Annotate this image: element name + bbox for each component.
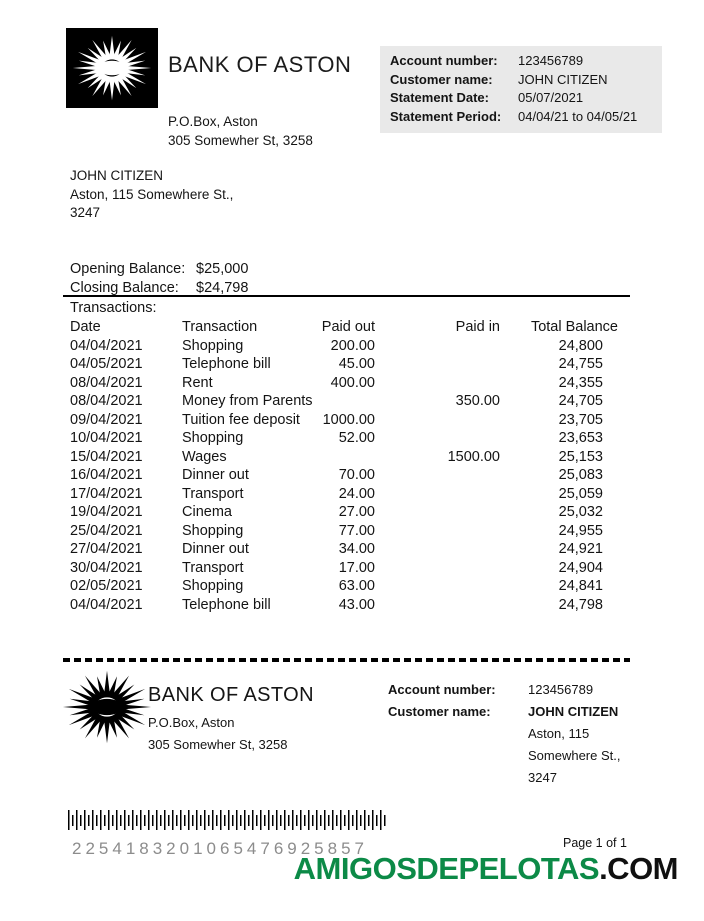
- cell-total-balance: 25,153: [558, 448, 603, 465]
- footer-customer-address-line1: Aston, 115: [528, 726, 590, 741]
- transaction-row: [70, 355, 618, 374]
- cell-transaction: Shopping: [182, 578, 244, 594]
- barcode-number: 2254183201065476925857: [72, 839, 369, 858]
- cell-transaction: Dinner out: [182, 541, 249, 557]
- cell-date: 09/04/2021: [70, 411, 143, 428]
- cell-paid-in: [375, 466, 500, 485]
- cell-transaction: Telephone bill: [182, 356, 271, 372]
- transaction-row: [70, 522, 618, 541]
- cell-paid-in: [375, 503, 500, 522]
- cell-date: 08/04/2021: [70, 374, 143, 391]
- cell-paid-out: 70.00: [338, 467, 375, 483]
- info-row: [390, 53, 652, 70]
- cell-paid-in: 350.00: [455, 393, 500, 409]
- transaction-row: [70, 540, 618, 559]
- cell-date: 30/04/2021: [70, 559, 143, 576]
- info-value: 05/07/2021: [518, 90, 584, 105]
- transaction-row: [70, 374, 618, 393]
- bank-address-line2: 305 Somewher St, 3258: [168, 133, 313, 148]
- info-label: Account number:: [390, 53, 498, 68]
- cell-date: 04/04/2021: [70, 337, 143, 354]
- footer-customer-name-row: [388, 701, 628, 723]
- cell-total-balance: 24,841: [558, 578, 603, 594]
- col-header-paid-out: Paid out: [321, 319, 375, 335]
- transaction-row: [70, 337, 618, 356]
- recipient-address: [70, 167, 233, 223]
- col-header-paid-in: Paid in: [455, 319, 500, 335]
- footer-bank-address-line1: P.O.Box, Aston: [148, 715, 235, 730]
- cell-paid-in: 1500.00: [447, 448, 500, 465]
- cell-paid-in: [375, 355, 500, 374]
- cell-paid-in: [375, 374, 500, 393]
- statement-info-box: [380, 46, 662, 133]
- cell-date: 15/04/2021: [70, 448, 143, 465]
- cell-paid-out: 34.00: [338, 541, 375, 557]
- recipient-address-line2: 3247: [70, 205, 101, 220]
- transaction-row: [70, 466, 618, 485]
- barcode: [68, 810, 386, 830]
- cell-transaction: Shopping: [182, 337, 244, 354]
- balances: [70, 260, 248, 298]
- cell-transaction: Transport: [182, 559, 244, 576]
- footer-bank-logo: [62, 670, 152, 744]
- cell-paid-out: 1000.00: [322, 411, 375, 428]
- cell-paid-out: 63.00: [338, 578, 375, 594]
- footer-account-number-value: 123456789: [528, 682, 594, 697]
- cell-date: 19/04/2021: [70, 504, 143, 520]
- cell-date: 04/04/2021: [70, 596, 143, 613]
- transaction-row: [70, 448, 618, 467]
- cell-paid-in: [375, 540, 500, 559]
- cell-date: 25/04/2021: [70, 522, 143, 539]
- footer-account-info: [388, 679, 628, 789]
- cell-paid-in: [375, 596, 500, 615]
- closing-balance-label: Closing Balance:: [70, 280, 179, 296]
- cell-total-balance: 24,921: [558, 541, 603, 557]
- footer-account-number-row: [388, 679, 628, 701]
- spacer: [388, 745, 528, 767]
- transaction-row: [70, 559, 618, 578]
- cell-transaction: Money from Parents: [182, 393, 313, 409]
- footer-bank-name: BANK OF ASTON: [148, 684, 314, 706]
- opening-balance-value: $25,000: [196, 261, 249, 277]
- cell-paid-out: 52.00: [338, 430, 375, 446]
- info-value: 123456789: [518, 53, 584, 68]
- cell-transaction: Dinner out: [182, 467, 249, 483]
- cell-date: 16/04/2021: [70, 467, 143, 483]
- bank-name: BANK OF ASTON: [168, 52, 352, 77]
- cell-total-balance: 24,800: [558, 337, 603, 354]
- cell-total-balance: 24,955: [558, 522, 603, 539]
- transactions-heading: Transactions:: [70, 300, 157, 316]
- col-header-transaction: Transaction: [182, 319, 258, 335]
- cell-transaction: Tuition fee deposit: [182, 411, 300, 428]
- closing-balance-value: $24,798: [196, 280, 249, 296]
- cell-total-balance: 23,705: [558, 411, 603, 428]
- info-row: [390, 109, 652, 126]
- cell-paid-in: [375, 411, 500, 430]
- cell-paid-in: [375, 337, 500, 356]
- transaction-row: [70, 577, 618, 596]
- cell-date: 08/04/2021: [70, 393, 143, 409]
- footer-customer-address-line3: 3247: [528, 770, 557, 785]
- footer-customer-address-row: [388, 767, 628, 789]
- transaction-row: [70, 392, 618, 411]
- table-body: [70, 337, 618, 615]
- info-label: Customer name:: [390, 71, 493, 87]
- cell-paid-out: 43.00: [338, 596, 375, 613]
- cell-paid-out: 200.00: [330, 337, 375, 354]
- cell-date: 02/05/2021: [70, 578, 143, 594]
- info-value: 04/04/21 to 04/05/21: [518, 108, 638, 124]
- cell-transaction: Telephone bill: [182, 596, 271, 613]
- spacer: [388, 767, 528, 789]
- footer-customer-address-line2: Somewhere St.,: [528, 748, 621, 763]
- cell-date: 27/04/2021: [70, 541, 143, 557]
- cell-total-balance: 24,705: [558, 393, 603, 409]
- transactions-table: [70, 318, 618, 614]
- sunburst-icon: [72, 35, 152, 101]
- cell-total-balance: 24,755: [558, 356, 603, 372]
- cell-transaction: Shopping: [182, 430, 244, 446]
- cell-total-balance: 24,355: [558, 374, 603, 391]
- transaction-row: [70, 485, 618, 504]
- footer-customer-name-value: JOHN CITIZEN: [528, 704, 619, 719]
- cell-date: 17/04/2021: [70, 485, 143, 502]
- cell-paid-in: [375, 559, 500, 578]
- recipient-address-line1: Aston, 115 Somewhere St.,: [70, 186, 234, 202]
- cell-date: 04/05/2021: [70, 356, 143, 372]
- cell-paid-out: 45.00: [338, 356, 375, 372]
- cell-paid-out: 77.00: [338, 522, 375, 539]
- cell-transaction: Transport: [182, 485, 244, 502]
- cell-total-balance: 25,083: [558, 467, 603, 483]
- transaction-row: [70, 429, 618, 448]
- footer-customer-address-row: [388, 745, 628, 767]
- footer-customer-name-label: Customer name:: [388, 704, 491, 719]
- cell-paid-in: [375, 429, 500, 448]
- opening-balance-label: Opening Balance:: [70, 261, 186, 277]
- cell-transaction: Rent: [182, 374, 213, 391]
- info-row: [390, 72, 652, 89]
- cell-paid-out: 27.00: [338, 504, 375, 520]
- cell-paid-in: [375, 577, 500, 596]
- footer-bank-address-line2: 305 Somewher St, 3258: [148, 737, 288, 752]
- cell-date: 10/04/2021: [70, 430, 143, 446]
- transaction-row: [70, 411, 618, 430]
- cell-paid-in: [375, 485, 500, 504]
- cell-paid-out: 24.00: [338, 485, 375, 502]
- cell-total-balance: 24,798: [558, 596, 603, 613]
- watermark: [294, 851, 678, 887]
- cell-paid-in: [375, 522, 500, 541]
- cell-total-balance: 25,032: [558, 504, 603, 520]
- cell-total-balance: 25,059: [558, 485, 603, 502]
- dashed-divider: [63, 658, 630, 662]
- cell-total-balance: 23,653: [558, 430, 603, 446]
- cell-transaction: Cinema: [182, 504, 232, 520]
- bank-address: [168, 112, 313, 150]
- watermark-tld: .COM: [599, 851, 678, 886]
- info-label: Statement Date:: [390, 90, 489, 105]
- cell-paid-out: [320, 392, 375, 411]
- table-header-row: [70, 318, 618, 337]
- footer-customer-address-row: [388, 723, 628, 745]
- cell-total-balance: 24,904: [558, 559, 603, 576]
- cell-transaction: Shopping: [182, 522, 244, 539]
- cell-transaction: Wages: [182, 448, 227, 465]
- divider-line: [63, 295, 630, 297]
- cell-paid-out: [320, 448, 375, 467]
- bank-logo: [66, 28, 158, 108]
- info-label: Statement Period:: [390, 108, 502, 124]
- recipient-name: JOHN CITIZEN: [70, 168, 163, 183]
- opening-balance-row: [70, 260, 248, 279]
- cell-paid-out: 400.00: [330, 374, 375, 391]
- page-number: Page 1 of 1: [563, 836, 627, 850]
- footer-account-number-label: Account number:: [388, 682, 496, 697]
- info-value: JOHN CITIZEN: [518, 71, 608, 87]
- cell-paid-out: 17.00: [338, 559, 375, 576]
- col-header-date: Date: [70, 319, 101, 335]
- col-header-total-balance: Total Balance: [530, 319, 618, 335]
- sunburst-icon: [62, 670, 152, 744]
- transaction-row: [70, 596, 618, 615]
- watermark-site-name: AMIGOSDEPELOTAS: [293, 851, 600, 886]
- bank-address-line1: P.O.Box, Aston: [168, 114, 258, 129]
- transaction-row: [70, 503, 618, 522]
- info-row: [390, 90, 652, 107]
- footer-bank-address: [148, 712, 287, 756]
- spacer: [388, 723, 528, 745]
